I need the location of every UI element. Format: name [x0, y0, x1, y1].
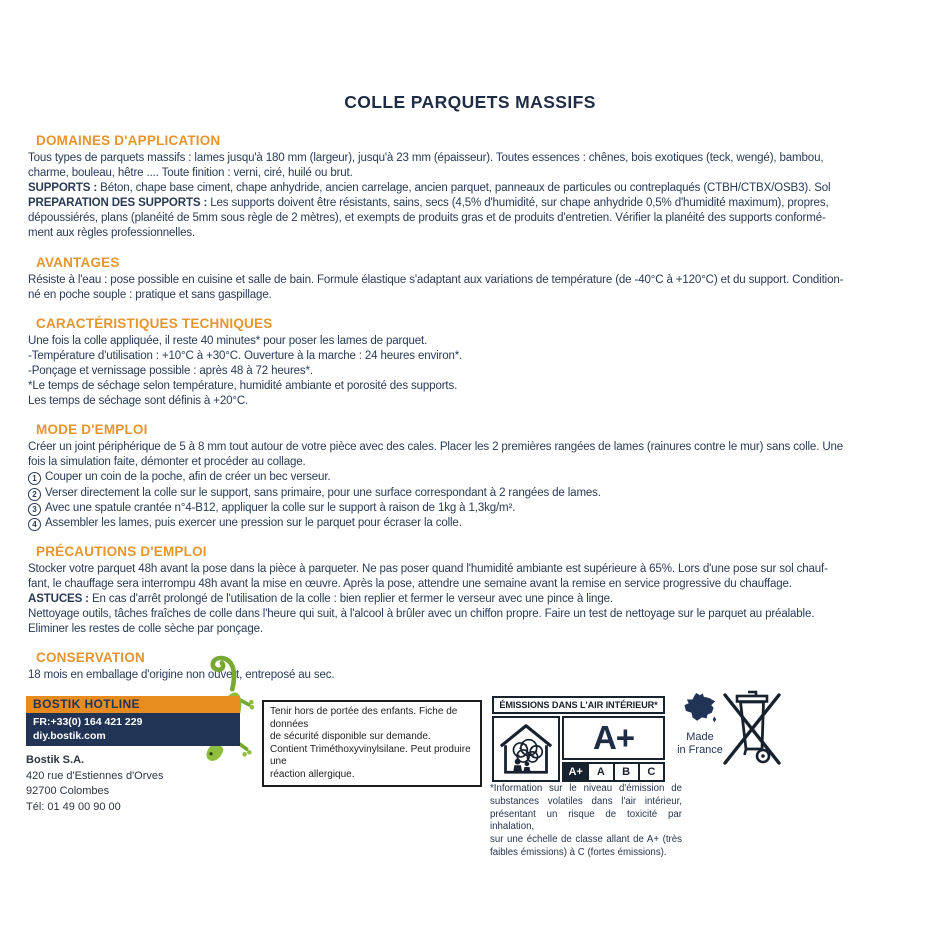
- section-heading: CONSERVATION: [36, 650, 145, 666]
- hotline-box: [26, 696, 240, 746]
- body-line: [28, 516, 912, 531]
- body-line: [28, 668, 912, 683]
- footnote-line: présentant un risque de toxicité par inhalation,: [490, 808, 682, 833]
- hotline-phone: FR:+33(0) 164 421 229: [33, 716, 143, 728]
- body-line: [28, 151, 912, 166]
- address-line: 92700 Colombes: [26, 785, 110, 797]
- bold-lead: SUPPORTS :: [28, 182, 101, 195]
- body-line: [28, 211, 912, 226]
- text-run: Eliminer les restes de colle sèche par ponçage.: [28, 623, 263, 636]
- text-run: Créer un joint périphérique de 5 à 8 mm tout autour de votre pièce avec des cales. Placer les 2 premières rangées de lames (rainures contre le mur) sans colle. Une: [28, 441, 844, 454]
- emissions-header: ÉMISSIONS DANS L'AIR INTÉRIEUR*: [492, 696, 665, 714]
- step-number-icon: 1: [28, 472, 41, 485]
- body-line: [28, 394, 912, 409]
- footnote-line: *Information sur le niveau d'émission de: [490, 783, 682, 794]
- text-run: Avec une spatule crantée n°4-B12, appliquer la colle sur le support à raison de 1kg à 1,3kg/m².: [45, 501, 516, 514]
- safety-lines: [270, 706, 474, 781]
- text-run: Les temps de séchage sont définis à +20°C.: [28, 395, 249, 408]
- hotline-website: diy.bostik.com: [33, 730, 106, 742]
- bold-lead: PREPARATION DES SUPPORTS :: [28, 197, 211, 210]
- made-in-line: in France: [677, 744, 723, 756]
- emissions-panels: [492, 716, 665, 782]
- emissions-scale-cell: A+: [562, 762, 589, 782]
- text-run: dépoussiérés, plans (planéité de 5mm sous règle de 2 mètres), et exempts de produits gras et de produits d'entretien. Vérifier la planéité des supports conformé-: [28, 212, 826, 225]
- hotline-title: BOSTIK HOTLINE: [26, 696, 240, 713]
- text-run: 18 mois en emballage d'origine non ouvert, entreposé au sec.: [28, 669, 335, 682]
- section: [28, 544, 912, 637]
- text-run: Nettoyage outils, tâches fraîches de colle dans l'heure qui suit, à l'alcool à brûler avec un chiffon propre. Faire un test de nettoyage sur le parquet au préalable.: [28, 608, 815, 621]
- emissions-grade: A+: [562, 716, 665, 760]
- emissions-scale-cell: B: [613, 762, 640, 782]
- safety-warning-box: [262, 700, 482, 787]
- body-line: [28, 440, 912, 455]
- text-run: fant, le chauffage sera interrompu 48h avant la mise en œuvre. Après la pose, attendre une semaine avant la remise en service progressive du chauffage.: [28, 577, 792, 590]
- text-run: Béton, chape base ciment, chape anhydride, ancien carrelage, ancien parquet, panneaux de particules ou contreplaqués (CTBH/CTBX/OSB3). Sol: [100, 182, 831, 195]
- text-run: Stocker votre parquet 48h avant la pose dans la pièce à parqueter. Ne pas poser quand l'humidité ambiante est supérieure à 65%. Lors d'une pose sur sol chauf-: [28, 562, 828, 575]
- made-in-france: [674, 692, 726, 757]
- text-run: -Ponçage et vernissage possible : après 48 à 72 heures*.: [28, 364, 313, 377]
- sections: [28, 133, 912, 683]
- section-heading: PRÉCAUTIONS D'EMPLOI: [36, 543, 207, 559]
- emissions-footnote: [490, 783, 682, 860]
- france-map-icon: [683, 692, 717, 724]
- emissions-scale: [562, 762, 665, 782]
- text-run: fois la simulation faite, démonter et procéder au collage.: [28, 456, 306, 469]
- safety-line: Contient Triméthoxyvinylsilane. Peut produire une: [270, 743, 471, 767]
- crossed-out-wheeled-bin-icon: [722, 688, 782, 768]
- address-line: Tél: 01 49 00 90 00: [26, 800, 121, 813]
- hotline-body: [26, 713, 240, 746]
- body-line: [28, 181, 912, 196]
- emissions-label: [492, 696, 665, 782]
- body-line: [28, 273, 912, 288]
- footnote-line: faibles émissions) à C (fortes émissions).: [490, 846, 667, 858]
- bold-lead: ASTUCES :: [28, 592, 92, 605]
- body-line: [28, 349, 912, 364]
- text-run: -Température d'utilisation : +10°C à +30°C. Ouverture à la marche : 24 heures environ*.: [28, 349, 463, 362]
- safety-line: réaction allergique.: [270, 768, 355, 780]
- body-line: [28, 196, 912, 211]
- address-lines: [26, 769, 164, 816]
- text-run: charme, bouleau, hêtre .... Toute finition : verni, ciré, huilé ou brut.: [28, 167, 353, 180]
- page-title: COLLE PARQUETS MASSIFS: [344, 92, 596, 112]
- text-run: Couper un coin de la poche, afin de créer un bec verseur.: [45, 471, 331, 484]
- body-line: [28, 622, 912, 637]
- text-run: Assembler les lames, puis exercer une pression sur le parquet pour écraser la colle.: [45, 516, 462, 529]
- text-run: En cas d'arrêt prolongé de l'utilisation de la colle : bien replier et fermer le verseur avec une pince à linge.: [91, 592, 613, 605]
- body-line: [28, 470, 912, 485]
- made-in-line: Made: [686, 731, 714, 743]
- body-line: [28, 486, 912, 501]
- body-line: [28, 577, 912, 592]
- text-run: Les supports doivent être résistants, sains, secs (4,5% d'humidité, sur chape anhydride 0,5% d'humidité maximum), propres,: [210, 197, 829, 210]
- body-line: [28, 562, 912, 577]
- body-line: [28, 379, 912, 394]
- text-run: Tous types de parquets massifs : lames jusqu'à 180 mm (largeur), jusqu'à 23 mm (épaisseur). Toutes essences : chênes, bois exotiques (teck, wengé), bambou,: [28, 152, 824, 164]
- body-line: [28, 592, 912, 607]
- text-run: *Le temps de séchage selon température, humidité ambiante et porosité des supports.: [28, 380, 458, 393]
- step-number-icon: 3: [28, 503, 41, 516]
- text-run: Verser directement la colle sur le support, sans primaire, pour une surface correspondant à 2 rangées de lames.: [45, 486, 601, 499]
- text-run: Une fois la colle appliquée, il reste 40 minutes* pour poser les lames de parquet.: [28, 334, 428, 347]
- indoor-air-emissions-house-icon: [498, 722, 554, 776]
- body-line: [28, 288, 912, 303]
- body-line: [28, 364, 912, 379]
- company-name: Bostik S.A.: [26, 754, 85, 766]
- section: [28, 650, 912, 683]
- emissions-scale-cell: A: [587, 762, 614, 782]
- text-run: né en poche souple : pratique et sans gaspillage.: [28, 288, 272, 301]
- section-heading: AVANTAGES: [36, 254, 120, 270]
- body-line: [28, 607, 912, 622]
- address-line: 420 rue d'Estiennes d'Orves: [26, 769, 164, 782]
- body-line: [28, 501, 912, 516]
- text-run: Résiste à l'eau : pose possible en cuisine et salle de bain. Formule élastique s'adaptant aux variations de température (de -40°C à +120°C) et du support. Condition-: [28, 273, 844, 286]
- section: [28, 316, 912, 409]
- section-heading: CARACTÉRISTIQUES TECHNIQUES: [36, 315, 273, 331]
- section-heading: MODE D'EMPLOI: [36, 422, 148, 438]
- footnote-line: substances volatiles dans l'air intérieur,: [490, 795, 682, 807]
- step-number-icon: 4: [28, 518, 41, 531]
- body-line: [28, 226, 912, 241]
- emissions-house-box: [492, 716, 560, 782]
- step-number-icon: 2: [28, 488, 41, 501]
- safety-line: Tenir hors de portée des enfants. Fiche de données: [270, 706, 458, 730]
- emissions-grade-panel: [562, 716, 665, 782]
- body-line: [28, 334, 912, 349]
- section: [28, 255, 912, 303]
- footnote-line: sur une échelle de classe allant de A+ (très: [490, 834, 682, 846]
- body-line: [28, 166, 912, 181]
- body-line: [28, 455, 912, 470]
- section: [28, 133, 912, 242]
- company-address: [26, 753, 164, 815]
- emissions-scale-cell: C: [638, 762, 665, 782]
- section-heading: DOMAINES D'APPLICATION: [36, 133, 221, 148]
- safety-line: de sécurité disponible sur demande.: [270, 731, 431, 742]
- section: [28, 422, 912, 531]
- text-run: ment aux règles professionnelles.: [28, 227, 196, 240]
- made-in-text: [674, 731, 726, 757]
